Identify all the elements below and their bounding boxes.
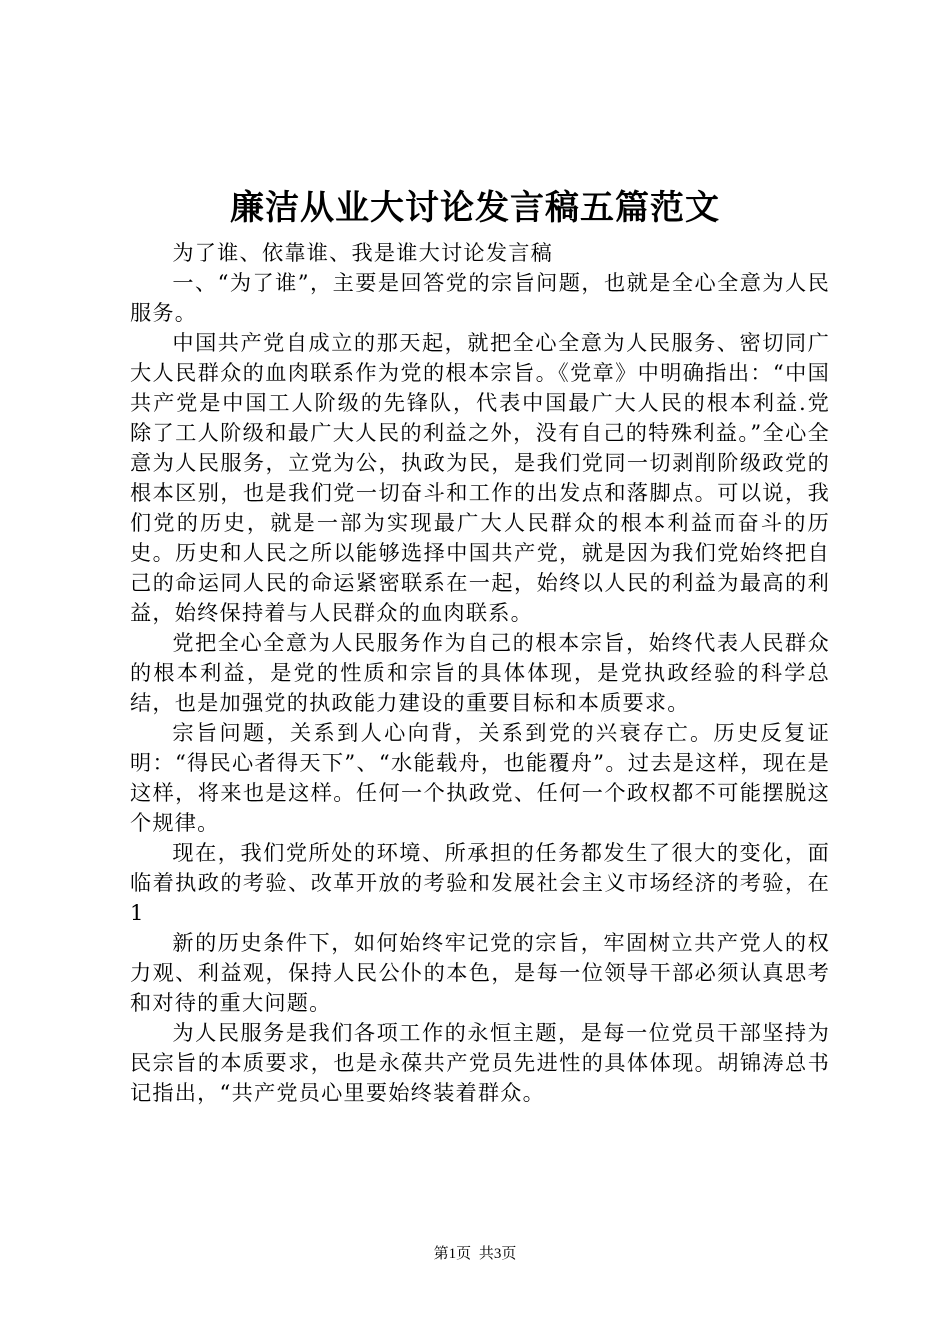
paragraph: 中国共产党自成立的那天起，就把全心全意为人民服务、密切同广大人民群众的血肉联系作为党的根本宗旨。《党章》中明确指出：“中国共产党是中国工人阶级的先锋队，代表中国最广大人民的根本利益.党除了工人阶级和最广大人民的利益之外，没有自己的特殊利益。”全心全意为人民服务，立党为公，执政为民，是我们党同一切剥削阶级政党的根本区别，也是我们党一切奋斗和工作的出发点和落脚点。可以说，我们党的历史，就是一部为实现最广大人民群众的根本利益而奋斗的历史。历史和人民之所以能够选择中国共产党，就是因为我们党始终把自己的命运同人民的命运紧密联系在一起，始终以人民的利益为最高的利益，始终保持着与人民群众的血肉联系。	[130, 330, 830, 625]
paragraph: 一、“为了谁”，主要是回答党的宗旨问题，也就是全心全意为人民服务。	[130, 270, 830, 325]
document-title: 廉洁从业大讨论发言稿五篇范文	[230, 188, 720, 228]
paragraph: 新的历史条件下，如何始终牢记党的宗旨，牢固树立共产党人的权力观、利益观，保持人民公仆的本色，是每一位领导干部必须认真思考和对待的重大问题。	[130, 930, 830, 1015]
page-number: 第1页	[433, 1246, 472, 1262]
page-total: 共3页	[478, 1246, 517, 1262]
page-footer	[0, 1244, 950, 1264]
paragraph: 为人民服务是我们各项工作的永恒主题，是每一位党员干部坚持为民宗旨的本质要求，也是永葆共产党员先进性的具体体现。胡锦涛总书记指出，“共产党员心里要始终装着群众。	[130, 1020, 830, 1105]
paragraph: 党把全心全意为人民服务作为自己的根本宗旨，始终代表人民群众的根本利益，是党的性质和宗旨的具体体现，是党执政经验的科学总结，也是加强党的执政能力建设的重要目标和本质要求。	[130, 630, 830, 715]
paragraph: 宗旨问题，关系到人心向背，关系到党的兴衰存亡。历史反复证明：“得民心者得天下”、“水能载舟，也能覆舟”。过去是这样，现在是这样，将来也是这样。任何一个执政党、任何一个政权都不可能摆脱这个规律。	[130, 720, 830, 835]
paragraph: 为了谁、依靠谁、我是谁大讨论发言稿	[172, 240, 553, 265]
document-body	[130, 238, 830, 1108]
paragraph: 现在，我们党所处的环境、所承担的任务都发生了很大的变化，面临着执政的考验、改革开放的考验和发展社会主义市场经济的考验，在1	[130, 840, 830, 925]
